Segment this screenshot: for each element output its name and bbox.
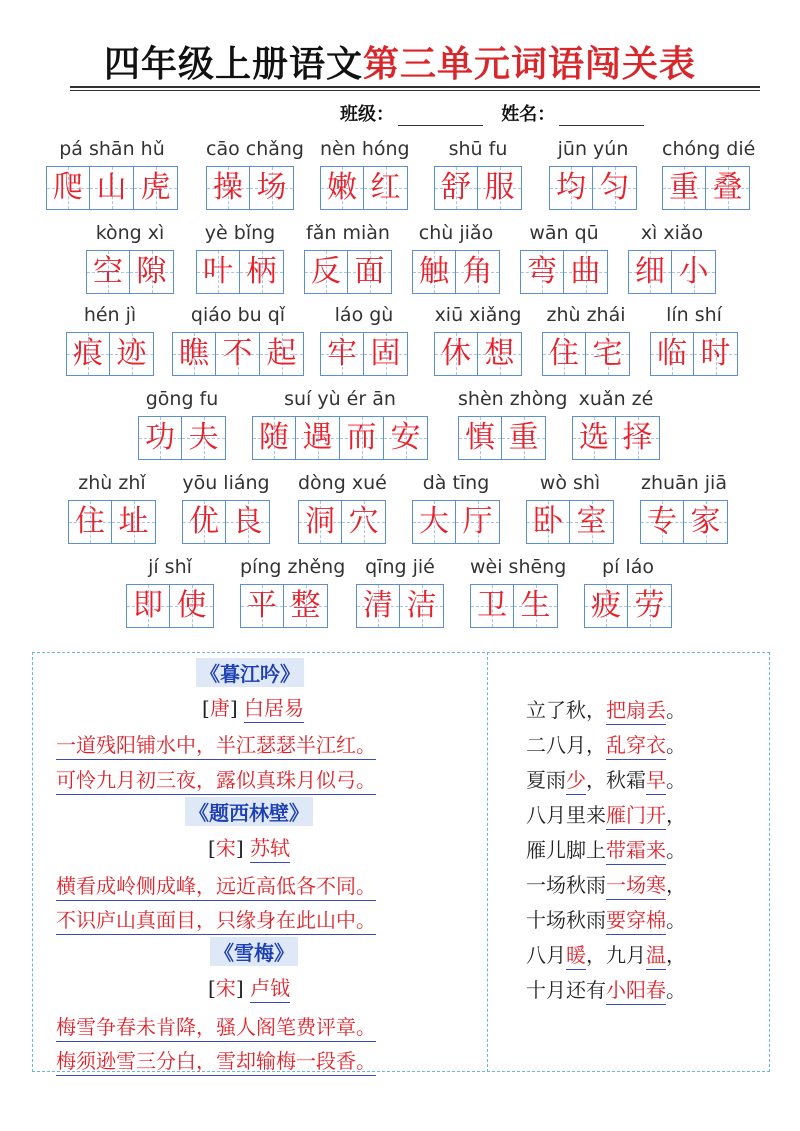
character-box <box>694 332 738 376</box>
hanzi-char: 厅 <box>462 504 493 539</box>
hanzi-char: 择 <box>622 420 653 455</box>
hanzi-char: 址 <box>118 504 149 539</box>
vocab-row <box>0 556 800 646</box>
hanzi-char: 隙 <box>136 254 167 289</box>
character-box <box>456 500 500 544</box>
poem-line-3-1 <box>56 1011 376 1040</box>
poem-text: 露似真珠月似弓。 <box>216 768 376 795</box>
hanzi-char: 触 <box>419 254 449 289</box>
tianzige-boxes <box>628 250 716 294</box>
pinyin-label: lín shí <box>666 304 722 326</box>
character-box <box>672 250 716 294</box>
character-box <box>226 500 270 544</box>
hanzi-char: 操 <box>213 170 243 205</box>
vocab-row <box>0 388 800 478</box>
hanzi-char: 柄 <box>246 254 277 289</box>
proverb-text: 一场秋雨 <box>526 873 606 897</box>
pinyin-label: wò shì <box>539 472 601 494</box>
hanzi-char: 爬 <box>53 170 83 205</box>
character-box <box>584 584 628 628</box>
proverb-line <box>526 939 686 968</box>
proverb-answer: 温 <box>646 943 666 970</box>
proverb-text: 雁儿脚上 <box>526 838 606 862</box>
hanzi-char: 迹 <box>116 336 147 371</box>
character-box <box>526 500 570 544</box>
tianzige-boxes <box>584 584 672 628</box>
tianzige-boxes <box>520 250 608 294</box>
character-box <box>46 166 90 210</box>
hanzi-char: 均 <box>556 170 586 205</box>
poem-text: 只缘身在此山中。 <box>216 908 376 935</box>
poem-text: 梅雪争春未肯降， <box>56 1015 216 1042</box>
pinyin-label: dòng xué <box>298 472 387 494</box>
hanzi-char: 安 <box>390 420 421 455</box>
proverb-line <box>526 869 686 898</box>
vocab-row <box>0 472 800 562</box>
hanzi-char: 专 <box>647 504 677 539</box>
tianzige-boxes <box>240 584 328 628</box>
character-box <box>502 416 546 460</box>
pinyin-label: dà tīng <box>422 472 490 494</box>
character-box <box>86 250 130 294</box>
character-box <box>216 332 260 376</box>
hanzi-char: 曲 <box>570 254 601 289</box>
character-box <box>616 416 660 460</box>
poem-text: 一道残阳铺水中， <box>56 733 216 760</box>
poem-text: 梅须逊雪三分白， <box>56 1049 216 1076</box>
hanzi-char: 不 <box>222 336 253 371</box>
poem-text: 骚人阁笔费评章。 <box>216 1015 376 1042</box>
hanzi-char: 痕 <box>73 336 103 371</box>
tianzige-boxes <box>206 166 294 210</box>
title-rule-thin <box>70 90 760 91</box>
hanzi-char: 洁 <box>406 588 437 623</box>
hanzi-char: 宅 <box>592 336 623 371</box>
hanzi-char: 住 <box>75 504 105 539</box>
hanzi-char: 嫩 <box>327 170 357 205</box>
title-red: 第三单元词语闯关表 <box>363 43 697 85</box>
poem-line-1-1 <box>56 729 376 758</box>
hanzi-char: 山 <box>96 170 127 205</box>
character-box <box>110 332 154 376</box>
tianzige-boxes <box>68 500 156 544</box>
character-box <box>304 250 348 294</box>
hanzi-char: 遇 <box>302 420 333 455</box>
hanzi-char: 舒 <box>441 170 471 205</box>
character-box <box>628 250 672 294</box>
poem-title-2: 《题西林壁》 <box>185 797 313 826</box>
hanzi-char: 住 <box>549 336 579 371</box>
character-box <box>434 166 478 210</box>
proverb-text: 夏雨 <box>526 768 566 792</box>
pinyin-label: jūn yún <box>557 138 629 160</box>
character-box <box>456 250 500 294</box>
proverb-text: 二八月， <box>526 733 606 757</box>
character-box <box>400 584 444 628</box>
poem-line-1-2 <box>56 764 376 793</box>
proverb-text: 。 <box>666 698 686 722</box>
character-box <box>458 416 502 460</box>
proverb-text: ，秋霜 <box>586 768 646 792</box>
character-box <box>628 584 672 628</box>
hanzi-char: 叶 <box>203 254 233 289</box>
page-title <box>0 40 800 88</box>
proverb-line <box>526 799 686 828</box>
proverb-answer: 乱穿衣 <box>606 733 666 760</box>
poem-line-3-2 <box>56 1045 376 1074</box>
poem-author-1: 白居易 <box>244 696 304 723</box>
proverb-text: 。 <box>666 838 686 862</box>
tianzige-boxes <box>662 166 750 210</box>
hanzi-char: 弯 <box>527 254 557 289</box>
hanzi-char: 场 <box>256 170 287 205</box>
proverb-text: 十场秋雨 <box>526 908 606 932</box>
pinyin-label: cāo chǎng <box>206 138 304 160</box>
poem-title-3: 《雪梅》 <box>210 937 298 966</box>
proverb-answer: 一场寒 <box>606 873 666 900</box>
proverb-line <box>526 974 686 1003</box>
hanzi-char: 反 <box>311 254 341 289</box>
poem-dynasty-3: 宋 <box>215 976 236 1000</box>
character-box <box>296 416 340 460</box>
character-box <box>412 500 456 544</box>
proverb-line <box>526 694 686 723</box>
poem-text: 可怜九月初三夜， <box>56 768 216 795</box>
tianzige-boxes <box>434 166 522 210</box>
hanzi-char: 重 <box>508 420 539 455</box>
poem-text: 不识庐山真面目， <box>56 908 216 935</box>
poem-title-1: 《暮江吟》 <box>196 658 304 687</box>
poem-author-3: 卢钺 <box>250 976 290 1003</box>
poem-text: 雪却输梅一段香。 <box>216 1049 376 1076</box>
character-box <box>384 416 428 460</box>
class-field[interactable] <box>398 105 483 126</box>
name-label: 姓名： <box>501 104 556 125</box>
poem-text: 横看成岭侧成峰， <box>56 874 216 901</box>
pinyin-label: pí láo <box>602 556 654 578</box>
character-box <box>206 166 250 210</box>
hanzi-char: 叠 <box>712 170 743 205</box>
tianzige-boxes <box>640 500 728 544</box>
character-box <box>662 166 706 210</box>
tianzige-boxes <box>650 332 738 376</box>
proverb-line <box>526 904 686 933</box>
bracket-close: ] <box>229 696 238 720</box>
proverb-answer: 暖 <box>566 943 586 970</box>
character-box <box>298 500 342 544</box>
character-box <box>320 332 364 376</box>
proverb-text: 八月 <box>526 943 566 967</box>
hanzi-char: 即 <box>133 588 163 623</box>
pinyin-label: hén jì <box>83 304 137 326</box>
character-box <box>320 166 364 210</box>
character-box <box>240 584 284 628</box>
hanzi-char: 休 <box>441 336 471 371</box>
hanzi-char: 家 <box>690 504 721 539</box>
class-label: 班级： <box>340 104 394 125</box>
pinyin-label: píng zhěng <box>240 556 346 578</box>
tianzige-boxes <box>412 250 500 294</box>
hanzi-char: 重 <box>669 170 699 205</box>
hanzi-char: 慎 <box>465 420 495 455</box>
pinyin-label: shèn zhòng <box>458 388 568 410</box>
character-box <box>138 416 182 460</box>
hanzi-char: 卫 <box>477 588 507 623</box>
character-box <box>549 166 593 210</box>
hanzi-char: 劳 <box>634 588 665 623</box>
tianzige-boxes <box>182 500 270 544</box>
hanzi-char: 随 <box>259 420 289 455</box>
pinyin-label: yōu liáng <box>182 472 270 494</box>
pinyin-label: shū fu <box>448 138 508 160</box>
character-box <box>593 166 637 210</box>
tianzige-boxes <box>298 500 386 544</box>
hanzi-char: 优 <box>189 504 219 539</box>
character-box <box>572 416 616 460</box>
pinyin-label: suí yù ér ān <box>284 388 396 410</box>
proverb-text: ， <box>666 873 686 897</box>
tianzige-boxes <box>434 332 522 376</box>
tianzige-boxes <box>126 584 214 628</box>
poem-byline-1 <box>202 692 304 721</box>
character-box <box>640 500 684 544</box>
character-box <box>250 166 294 210</box>
hanzi-char: 起 <box>266 336 297 371</box>
hanzi-char: 临 <box>657 336 687 371</box>
hanzi-char: 空 <box>93 254 123 289</box>
hanzi-char: 瞧 <box>179 336 209 371</box>
hanzi-char: 功 <box>145 420 175 455</box>
tianzige-boxes <box>458 416 546 460</box>
pinyin-label: qiáo bu qǐ <box>190 304 286 326</box>
pinyin-label: zhù zhái <box>546 304 626 326</box>
pinyin-label: kòng xì <box>95 222 165 244</box>
proverb-text: 十月还有 <box>526 978 606 1002</box>
pinyin-label: chóng dié <box>662 138 756 160</box>
hanzi-char: 大 <box>419 504 449 539</box>
pinyin-label: qīng jié <box>365 556 435 578</box>
proverb-text: 。 <box>666 733 686 757</box>
pinyin-label: gōng fu <box>145 388 219 410</box>
proverb-answer: 把扇丢 <box>606 698 666 725</box>
name-field[interactable] <box>559 105 644 126</box>
pinyin-label: chù jiǎo <box>418 222 494 244</box>
character-box <box>348 250 392 294</box>
proverb-answer: 带霜来 <box>606 838 666 865</box>
hanzi-char: 服 <box>484 170 515 205</box>
proverb-answer: 雁门开 <box>606 803 666 830</box>
pinyin-label: wān qū <box>529 222 599 244</box>
character-box <box>684 500 728 544</box>
character-box <box>196 250 240 294</box>
proverb-text: ， <box>666 803 686 827</box>
character-box <box>134 166 178 210</box>
character-box <box>342 500 386 544</box>
proverb-answer: 要穿棉 <box>606 908 666 935</box>
tianzige-boxes <box>526 500 614 544</box>
proverb-text: 立了秋， <box>526 698 606 722</box>
hanzi-char: 红 <box>370 170 401 205</box>
character-box <box>66 332 110 376</box>
poem-dynasty-2: 宋 <box>215 836 236 860</box>
poem-author-2: 苏轼 <box>250 836 290 863</box>
character-box <box>364 332 408 376</box>
pinyin-label: nèn hóng <box>320 138 410 160</box>
character-box <box>564 250 608 294</box>
character-box <box>520 250 564 294</box>
proverb-text: 八月里来 <box>526 803 606 827</box>
hanzi-char: 洞 <box>305 504 335 539</box>
hanzi-char: 生 <box>520 588 551 623</box>
hanzi-char: 而 <box>346 420 377 455</box>
character-box <box>586 332 630 376</box>
proverb-text: ，九月 <box>586 943 646 967</box>
pinyin-label: pá shān hǔ <box>59 138 165 160</box>
character-box <box>412 250 456 294</box>
poem-line-2-2 <box>56 904 376 933</box>
character-box <box>514 584 558 628</box>
pinyin-label: zhù zhǐ <box>78 472 146 494</box>
character-box <box>252 416 296 460</box>
character-box <box>126 584 170 628</box>
hanzi-char: 夫 <box>188 420 219 455</box>
character-box <box>470 584 514 628</box>
character-box <box>650 332 694 376</box>
poem-text: 远近高低各不同。 <box>216 874 376 901</box>
character-box <box>182 416 226 460</box>
pinyin-label: wèi shēng <box>470 556 567 578</box>
poem-line-2-1 <box>56 870 376 899</box>
character-box <box>260 332 304 376</box>
tianzige-boxes <box>320 166 408 210</box>
poem-text: 半江瑟瑟半江红。 <box>216 733 376 760</box>
proverb-line <box>526 834 686 863</box>
pinyin-label: yè bǐng <box>204 222 276 244</box>
proverb-line <box>526 729 686 758</box>
proverb-line <box>526 764 686 793</box>
hanzi-char: 时 <box>700 336 731 371</box>
hanzi-char: 虎 <box>140 170 171 205</box>
title-rule <box>70 86 760 88</box>
character-box <box>478 166 522 210</box>
pinyin-label: xuǎn zé <box>578 388 654 410</box>
poem-divider <box>487 652 488 1072</box>
character-box <box>182 500 226 544</box>
character-box <box>364 166 408 210</box>
character-box <box>112 500 156 544</box>
tianzige-boxes <box>572 416 660 460</box>
hanzi-char: 牢 <box>327 336 357 371</box>
character-box <box>340 416 384 460</box>
pinyin-label: láo gù <box>334 304 394 326</box>
proverb-text: 。 <box>666 908 686 932</box>
tianzige-boxes <box>46 166 178 210</box>
hanzi-char: 选 <box>579 420 609 455</box>
character-box <box>90 166 134 210</box>
poem-byline-2: [宋] 苏轼 <box>208 832 290 861</box>
pinyin-label: xiū xiǎng <box>434 304 522 326</box>
hanzi-char: 面 <box>354 254 385 289</box>
tianzige-boxes <box>252 416 428 460</box>
vocab-row <box>0 222 800 312</box>
hanzi-char: 细 <box>635 254 665 289</box>
pinyin-label: fǎn miàn <box>306 222 390 244</box>
tianzige-boxes <box>412 500 500 544</box>
tianzige-boxes <box>196 250 284 294</box>
character-box <box>130 250 174 294</box>
character-box <box>434 332 478 376</box>
hanzi-char: 匀 <box>599 170 630 205</box>
hanzi-char: 使 <box>176 588 207 623</box>
hanzi-char: 卧 <box>533 504 563 539</box>
character-box <box>68 500 112 544</box>
hanzi-char: 穴 <box>348 504 379 539</box>
character-box <box>170 584 214 628</box>
pinyin-label: zhuān jiā <box>641 472 727 494</box>
proverb-text: 。 <box>666 978 686 1002</box>
hanzi-char: 良 <box>232 504 263 539</box>
vocab-row <box>0 138 800 228</box>
character-box <box>706 166 750 210</box>
vocab-row <box>0 304 800 394</box>
proverb-answer: 少 <box>566 768 586 795</box>
student-info <box>340 100 656 126</box>
tianzige-boxes <box>304 250 392 294</box>
character-box <box>172 332 216 376</box>
character-box <box>284 584 328 628</box>
hanzi-char: 角 <box>462 254 493 289</box>
hanzi-char: 疲 <box>591 588 621 623</box>
character-box <box>570 500 614 544</box>
tianzige-boxes <box>172 332 304 376</box>
character-box <box>240 250 284 294</box>
tianzige-boxes <box>549 166 637 210</box>
tianzige-boxes <box>356 584 444 628</box>
hanzi-char: 平 <box>247 588 277 623</box>
hanzi-char: 想 <box>484 336 515 371</box>
character-box <box>542 332 586 376</box>
hanzi-char: 室 <box>576 504 607 539</box>
hanzi-char: 清 <box>363 588 393 623</box>
poem-dynasty-1: 唐 <box>209 696 230 720</box>
tianzige-boxes <box>138 416 226 460</box>
hanzi-char: 固 <box>370 336 401 371</box>
tianzige-boxes <box>320 332 408 376</box>
proverb-text: 。 <box>666 768 686 792</box>
title-black: 四年级上册语文 <box>103 43 363 85</box>
tianzige-boxes <box>66 332 154 376</box>
character-box <box>356 584 400 628</box>
proverb-answer: 小阳春 <box>606 978 666 1005</box>
pinyin-label: xì xiǎo <box>640 222 704 244</box>
tianzige-boxes <box>542 332 630 376</box>
pinyin-label: jí shǐ <box>148 556 192 578</box>
bracket-open: [ <box>202 696 210 720</box>
tianzige-boxes <box>470 584 558 628</box>
poem-byline-3: [宋] 卢钺 <box>208 972 290 1001</box>
hanzi-char: 小 <box>678 254 709 289</box>
tianzige-boxes <box>86 250 174 294</box>
proverb-text: ， <box>666 943 686 967</box>
hanzi-char: 整 <box>290 588 321 623</box>
proverb-answer: 早 <box>646 768 666 795</box>
character-box <box>478 332 522 376</box>
